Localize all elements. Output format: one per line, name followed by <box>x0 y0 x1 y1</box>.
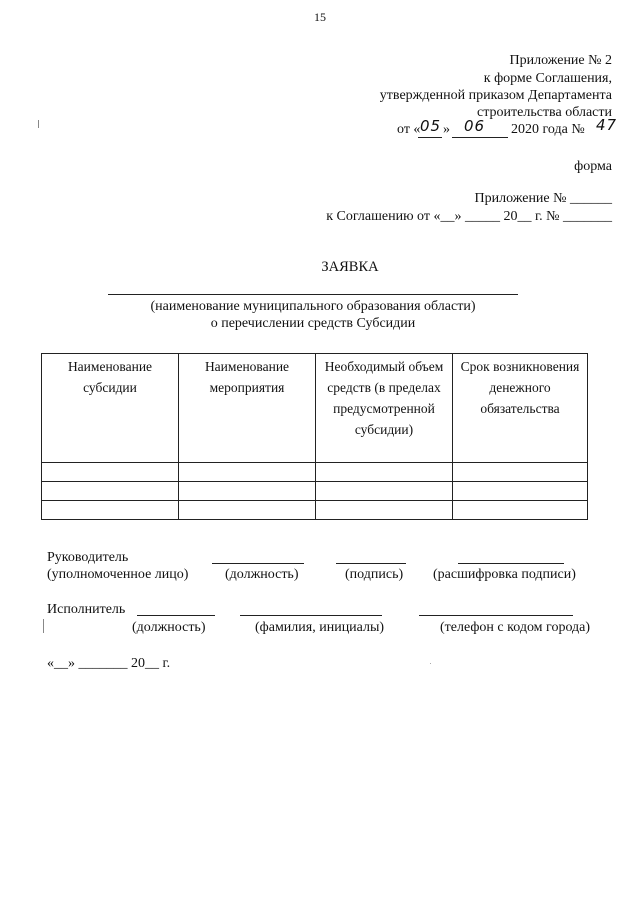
date-month-handwritten: 06 <box>464 117 486 135</box>
head-signature-caption: (подпись) <box>345 567 404 582</box>
table-cell[interactable] <box>42 463 179 482</box>
table-cell[interactable] <box>179 463 316 482</box>
scan-artifact <box>43 619 44 633</box>
table-cell[interactable] <box>316 482 453 501</box>
executor-name-line[interactable] <box>240 615 382 616</box>
subtitle-municipality: (наименование муниципального образования области) <box>150 299 476 314</box>
appendix-line-1: Приложение № ______ <box>474 191 612 206</box>
date-prefix: от « <box>397 122 421 137</box>
table-header-cell: Наименование субсидии <box>42 354 179 463</box>
table-row <box>42 482 588 501</box>
date-sep: » <box>443 122 450 137</box>
table-cell[interactable] <box>42 482 179 501</box>
scan-artifact <box>430 663 431 664</box>
date-line: «__» _______ 20__ г. <box>47 656 171 671</box>
header-line-3: утвержденной приказом Департамента <box>379 88 612 103</box>
document-title: ЗАЯВКА <box>321 259 379 275</box>
executor-position-line[interactable] <box>137 615 215 616</box>
head-sublabel: (уполномоченное лицо) <box>47 567 189 582</box>
table-cell[interactable] <box>179 482 316 501</box>
header-line-4: строительства области <box>477 105 612 120</box>
head-decoding-caption: (расшифровка подписи) <box>433 567 576 582</box>
request-table <box>41 353 588 520</box>
header-line-1: Приложение № 2 <box>509 53 612 68</box>
appendix-line-2: к Соглашению от «__» _____ 20__ г. № _______ <box>326 209 612 224</box>
head-signature-line[interactable] <box>336 563 406 564</box>
header-line-2: к форме Соглашения, <box>483 71 612 86</box>
table-cell[interactable] <box>453 463 588 482</box>
head-position-caption: (должность) <box>225 567 299 582</box>
table-cell[interactable] <box>179 501 316 520</box>
table-cell[interactable] <box>42 501 179 520</box>
forma-label: форма <box>574 159 612 174</box>
head-label: Руководитель <box>47 550 129 565</box>
scan-artifact <box>38 120 39 128</box>
table-header-cell: Срок возникновения денежного обязательства <box>453 354 588 463</box>
table-cell[interactable] <box>316 463 453 482</box>
date-number-handwritten: 47 <box>596 116 618 134</box>
table-row <box>42 501 588 520</box>
table-header-cell: Необходимый объем средств (в пределах предусмотренной субсидии) <box>316 354 453 463</box>
executor-phone-caption: (телефон с кодом города) <box>440 620 591 635</box>
municipality-name-line <box>108 294 518 295</box>
table-header-row <box>42 354 588 463</box>
head-position-line[interactable] <box>212 563 304 564</box>
executor-position-caption: (должность) <box>132 620 206 635</box>
table-header-cell: Наименование мероприятия <box>179 354 316 463</box>
executor-label: Исполнитель <box>47 602 126 617</box>
executor-name-caption: (фамилия, инициалы) <box>255 620 385 635</box>
subtitle-purpose: о перечислении средств Субсидии <box>210 316 416 331</box>
date-year-label: 2020 года № <box>511 122 585 137</box>
table-cell[interactable] <box>453 501 588 520</box>
executor-phone-line[interactable] <box>419 615 573 616</box>
date-day-handwritten: 05 <box>420 117 442 135</box>
table-cell[interactable] <box>453 482 588 501</box>
table-row <box>42 463 588 482</box>
head-decoding-line[interactable] <box>458 563 564 564</box>
table-cell[interactable] <box>316 501 453 520</box>
page-number: 15 <box>314 10 326 24</box>
